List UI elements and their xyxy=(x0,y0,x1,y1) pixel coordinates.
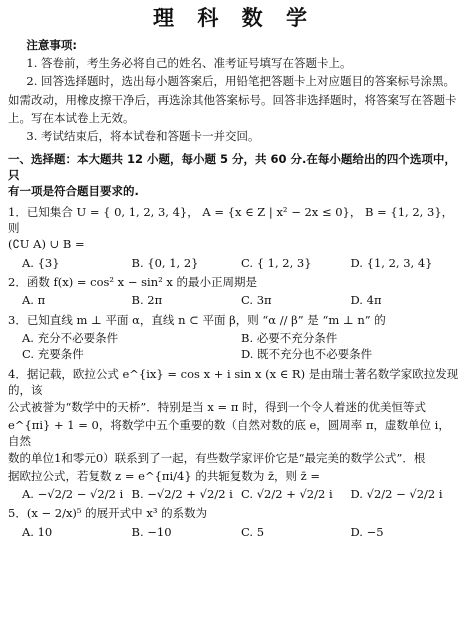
question-1 xyxy=(8,204,460,271)
question-3 xyxy=(8,312,460,363)
question-4-line-2: 公式被誉为“数学中的天桥”．特别是当 x = π 时，得到一个令人着迷的优美恒等式 xyxy=(8,400,427,415)
question-4-options xyxy=(22,486,460,502)
question-1-number: 1． xyxy=(8,204,27,219)
question-4-line-4: 数的单位1和零元0）联系到了一起，有些数学家评价它是“最完美的数学公式”．根 xyxy=(8,451,426,466)
page-title: 理 科 数 学 xyxy=(153,6,315,30)
question-1-stem-2: (∁U A) ∪ B = xyxy=(8,237,85,252)
question-4-number: 4． xyxy=(8,366,27,381)
notice-item-2-end: 上。写在本试卷上无效。 xyxy=(8,111,135,126)
question-4-option-c[interactable]: C. √2/2 + √2/2 i xyxy=(241,487,333,502)
question-3-option-d[interactable]: D. 既不充分也不必要条件 xyxy=(241,347,373,362)
question-4-option-d[interactable]: D. √2/2 − √2/2 i xyxy=(350,487,443,502)
question-2-options xyxy=(22,292,460,308)
question-2-number: 2． xyxy=(8,275,27,290)
question-1-option-d[interactable]: D. {1, 2, 3, 4} xyxy=(350,255,433,270)
notice-heading: 注意事项: xyxy=(26,37,77,52)
notice-section xyxy=(8,37,460,145)
question-5-option-d[interactable]: D. −5 xyxy=(350,524,384,539)
question-3-option-b[interactable]: B. 必要不充分条件 xyxy=(241,331,338,346)
question-4-option-a[interactable]: A. −√2/2 − √2/2 i xyxy=(22,487,124,502)
question-2-option-b[interactable]: B. 2π xyxy=(131,293,163,308)
question-5-option-a[interactable]: A. 10 xyxy=(22,524,53,539)
question-5-options xyxy=(22,524,460,540)
question-2-option-c[interactable]: C. 3π xyxy=(241,293,272,308)
question-3-option-a[interactable]: A. 充分不必要条件 xyxy=(22,331,119,346)
section-heading xyxy=(8,151,460,200)
question-5-number: 5． xyxy=(8,506,27,521)
question-2-stem: 函数 f(x) = cos² x − sin² x 的最小正周期是 xyxy=(26,275,258,290)
notice-item-3: 3. 考试结束后，将本试卷和答题卡一并交回。 xyxy=(26,129,260,144)
question-2-option-a[interactable]: A. π xyxy=(22,293,46,308)
question-4-line-3: e^{πi} + 1 = 0，将数学中五个重要的数（自然对数的底 e，圆周率 π，虚数单位 i，自然 xyxy=(8,417,450,449)
question-3-number: 3． xyxy=(8,312,27,327)
question-3-stem: 已知直线 m ⊥ 平面 α，直线 n ⊂ 平面 β，则 “α // β” 是 “m ⊥ n” 的 xyxy=(26,312,386,327)
question-5-option-b[interactable]: B. −10 xyxy=(131,524,172,539)
question-4-line-5: 据欧拉公式，若复数 z = e^{πi/4} 的共轭复数为 z̄，则 z̄ = xyxy=(8,468,321,483)
notice-item-2-cont: 如需改动，用橡皮擦干净后，再选涂其他答案标号。回答非选择题时，将答案写在答题卡 xyxy=(8,92,457,107)
question-5-stem: (x − 2/x)⁵ 的展开式中 x³ 的系数为 xyxy=(26,506,208,521)
question-1-option-a[interactable]: A. {3} xyxy=(22,255,60,270)
question-1-options xyxy=(22,255,460,271)
question-2 xyxy=(8,274,460,309)
question-5 xyxy=(8,505,460,540)
question-3-options xyxy=(22,330,460,363)
question-5-option-c[interactable]: C. 5 xyxy=(241,524,265,539)
section-text: 本大题共 12 小题，每小题 5 分，共 60 分.在每小题给出的四个选项中，只 xyxy=(8,151,456,183)
question-4-option-b[interactable]: B. −√2/2 + √2/2 i xyxy=(131,487,233,502)
question-1-stem: 已知集合 U = { 0, 1, 2, 3, 4}， A = {x ∈ Z | x² − 2x ≤ 0}， B = {1, 2, 3}， 则 xyxy=(8,204,454,236)
notice-item-2: 2. 回答选择题时，选出每小题答案后，用铅笔把答题卡上对应题目的答案标号涂黑。 xyxy=(26,74,456,89)
question-4 xyxy=(8,366,460,503)
section-text-2: 有一项是符合题目要求的. xyxy=(8,184,139,199)
question-3-option-c[interactable]: C. 充要条件 xyxy=(22,347,84,362)
notice-item-1: 1. 答卷前，考生务必将自己的姓名、准考证号填写在答题卡上。 xyxy=(26,56,352,71)
question-1-option-c[interactable]: C. { 1, 2, 3} xyxy=(241,255,312,270)
question-2-option-d[interactable]: D. 4π xyxy=(350,293,382,308)
section-lead: 一、选择题： xyxy=(8,151,77,166)
question-1-option-b[interactable]: B. {0, 1, 2} xyxy=(131,255,199,270)
question-4-line-1: 据记载，欧拉公式 e^{ix} = cos x + i sin x (x ∈ R) 是由瑞士著名数学家欧拉发现的，该 xyxy=(8,366,459,398)
